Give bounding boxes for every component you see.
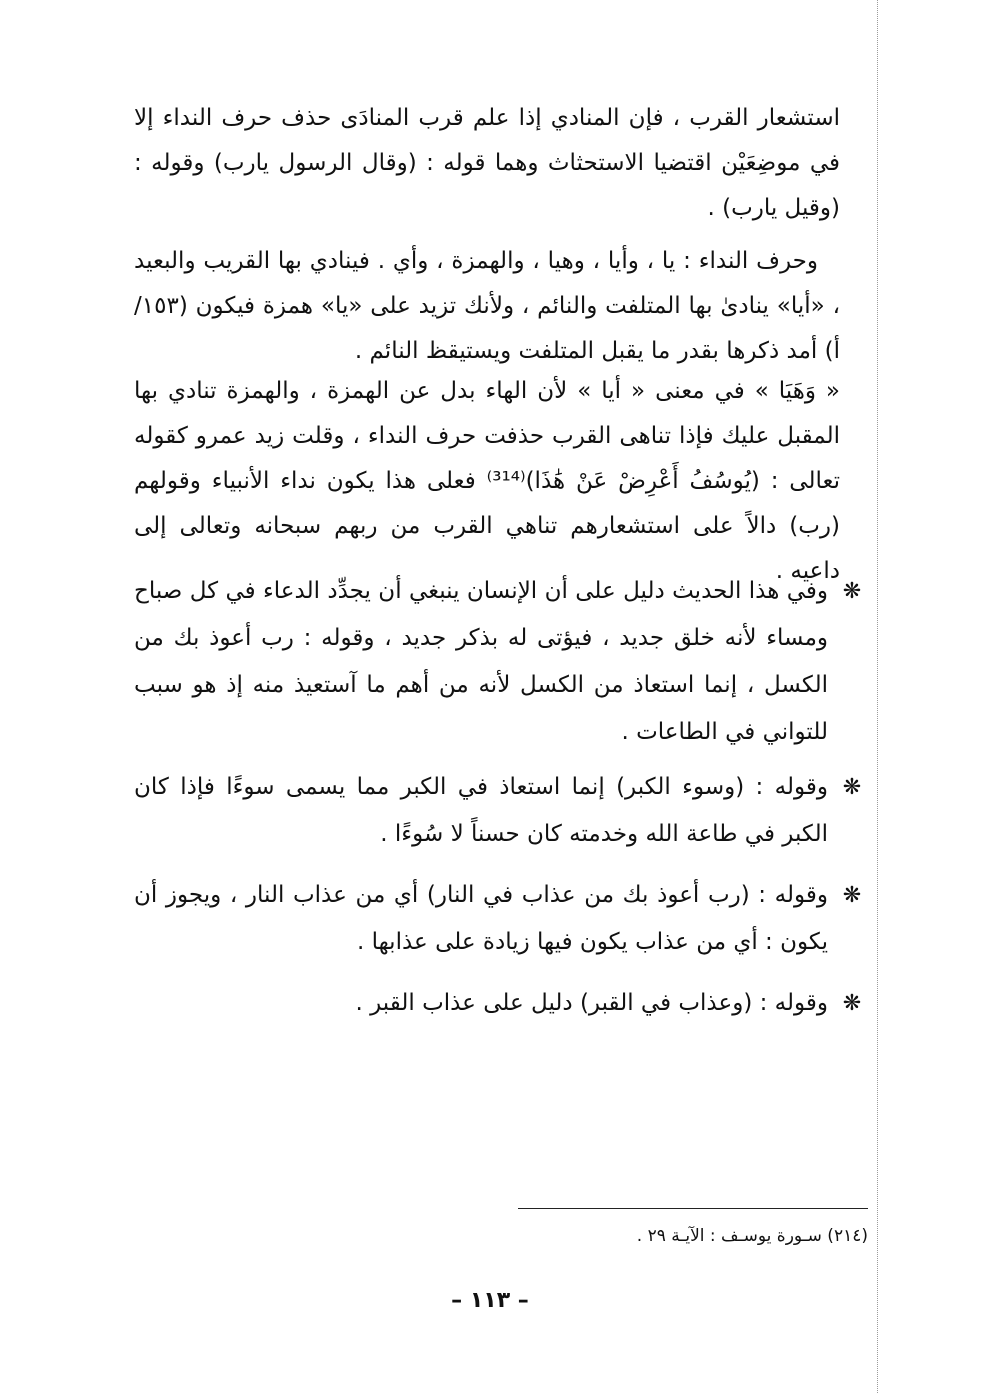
bullet-item-3 (134, 872, 864, 966)
footnote: (٢١٤) سـورة يوسـف : الآيـة ٢٩ . (636, 1226, 868, 1246)
page-number: – ١١٣ – (451, 1288, 529, 1313)
bullet-item-1 (134, 568, 864, 756)
bullet-star-icon: ❋ (842, 579, 862, 604)
bullet-star-icon: ❋ (842, 775, 862, 800)
bullet-text-2: وقوله : (وسوء الكبر) إنما استعاذ في الكبر مما يسمى سوءًا فإذا كان الكبر في طاعة الله وخدمته كان حسناً لا سُوءًا . (134, 774, 828, 847)
paragraph-2: وحرف النداء : يا ، وأيا ، وهيا ، والهمزة ، وأي . فينادي بها القريب والبعيد ، «أيا» ينادىٰ بها المتلفت والنائم ، ولأنك تزيد على «يا» همزة فيكون (١٥٣/أ) أمد ذكرها بقدر ما يقبل المتلفت ويستيقظ النائم . (134, 248, 840, 364)
bullet-text-1: وفي هذا الحديث دليل على أن الإنسان ينبغي أن يجدِّد الدعاء في كل صباح ومساء لأنه خلق جديد ، فيؤتى له بذكر جديد ، وقوله : رب أعوذ بك من الكسل ، إنما استعاذ من الكسل لأنه من أهم ما آستعيذ منه إذ هو سبب للتواني في الطاعات . (134, 578, 828, 745)
bullet-star-icon: ❋ (842, 991, 862, 1016)
paragraph-1: استشعار القرب ، فإن المنادي إذا علم قرب المنادَى حذف حرف النداء إلا في موضِعَيْن اقتضيا الاستحثاث وهما قوله : (وقال الرسول يارب) وقوله : (وقيل يارب) . (134, 105, 840, 221)
footnote-separator (518, 1208, 868, 1209)
bullet-text-3: وقوله : (رب أعوذ بك من عذاب في النار) أي من عذاب النار ، ويجوز أن يكون : أي من عذاب يكون فيها زيادة على عذابها . (134, 882, 828, 955)
bullet-item-4 (134, 980, 864, 1027)
bullet-item-2 (134, 764, 864, 858)
bullet-star-icon: ❋ (842, 883, 862, 908)
paragraph-3: « وَهَيَا » في معنى « أيا » لأن الهاء بدل عن الهمزة ، والهمزة تنادي بها المقبل عليك فإذا تناهى القرب حذفت حرف النداء ، وقلت زيد عمرو كقوله تعالى : (يُوسُفُ أَعْرِضْ عَنْ هَٰذَا)⁽³¹⁴⁾ فعلى هذا يكون نداء الأنبياء وقولهم (رب) دالاً على استشعارهم تناهي القرب من ربهم سبحانه وتعالى إلى داعيه . (134, 378, 840, 584)
margin-dotted-line (877, 0, 878, 1393)
bullet-text-4: وقوله : (وعذاب في القبر) دليل على عذاب القبر . (355, 990, 828, 1016)
